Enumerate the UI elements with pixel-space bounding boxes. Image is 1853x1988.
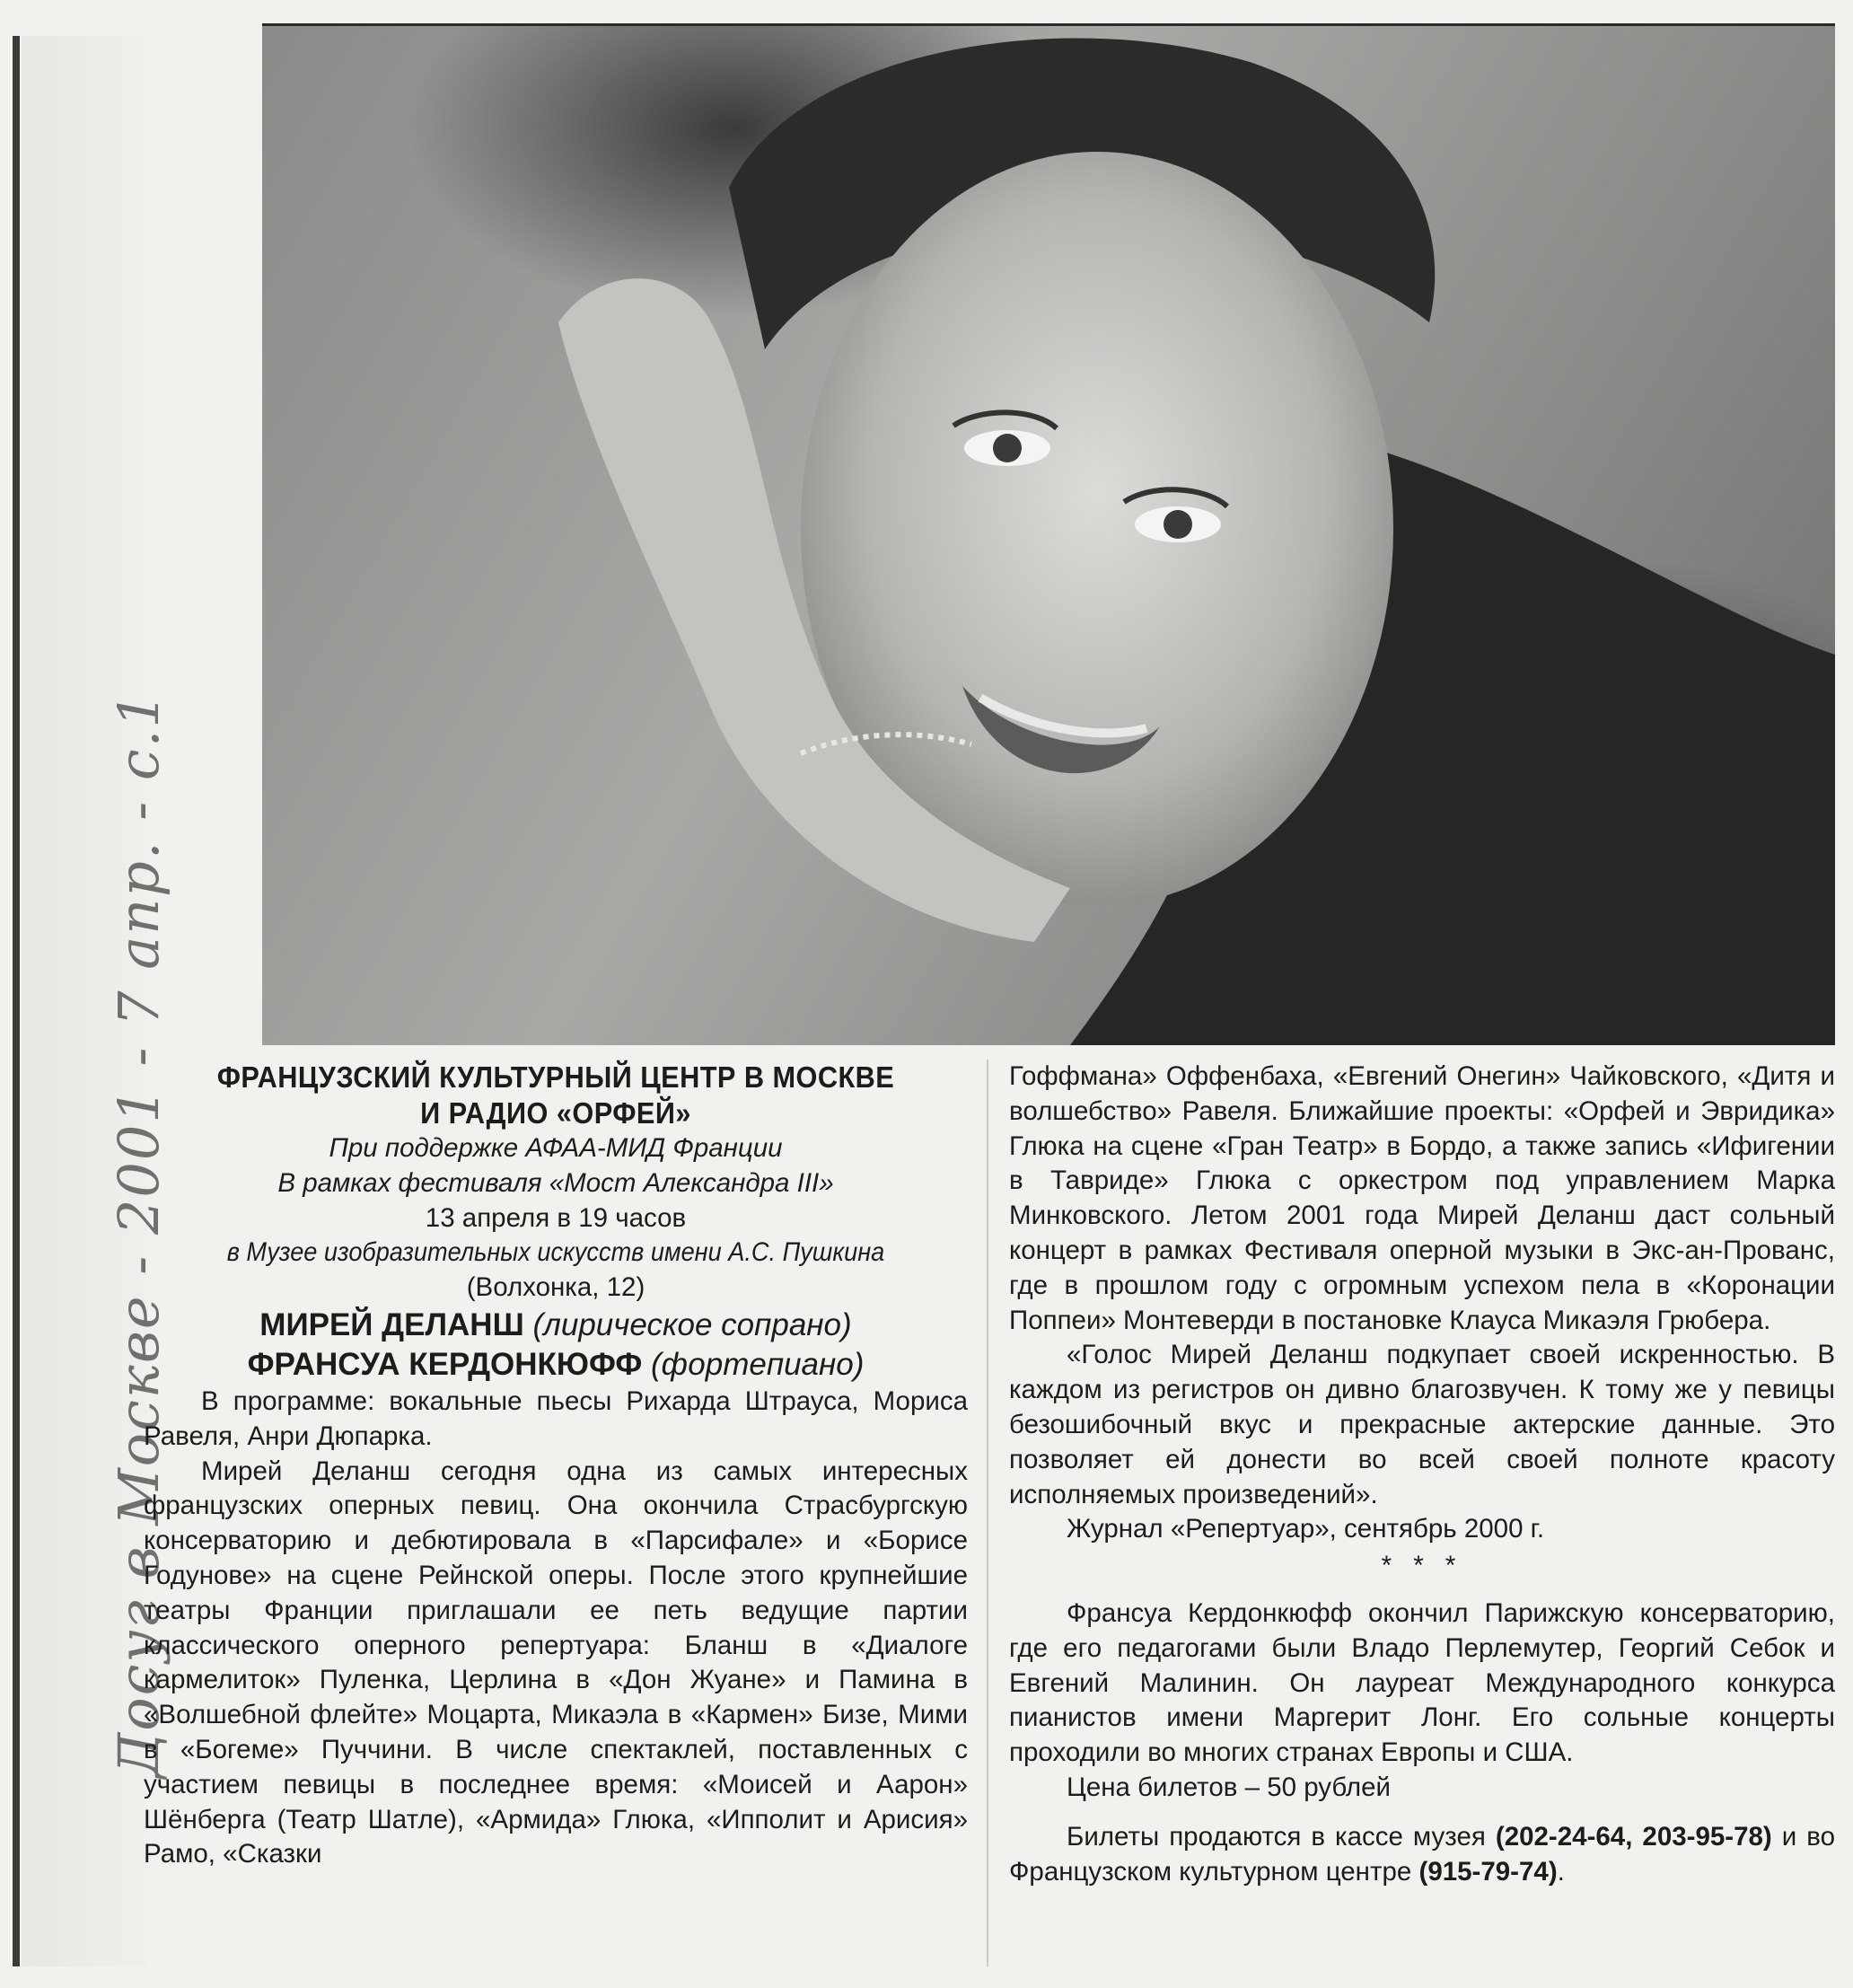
support-line: При поддержке АФАА-МИД Франции [329,1133,783,1163]
performer-pianist [144,1345,968,1385]
tickets-text1: Билеты продаются в кассе музея [1067,1821,1496,1852]
program-paragraph: В программе: вокальные пьесы Рихарда Штрауса, Мориса Равеля, Анри Дюпарка. [144,1385,968,1451]
bio-paragraph: Мирей Деланш сегодня одна из самых интересных французских оперных певиц. Она окончила Страсбургскую консерваторию и дебютировала в «Парсифале» и «Борисе Годунове» на сцене Рейнской оперы. После этого крупнейшие театры Франции приглашали ее петь ведущие партии классического оперного репертуара: Бланш в «Диалоге кармелиток» Пуленка, Церлина в «Дон Жуане» и Памина в «Волшебной флейте» Моцарта, Микаэла в «Кармен» Бизе, Мими в «Богеме» Пуччини. В числе спектаклей, поставленных с участием певицы в последнее время: «Моисей и Аарон» Шёнберга (Театр Шатле), «Армида» Глюка, «Ипполит и Арисия» Рамо, «Сказки [144,1456,968,1869]
separator: * * * [1381,1551,1463,1581]
performer2-role: (фортепиано) [650,1346,865,1382]
performer-soprano [144,1306,968,1345]
tickets-phone-museum: (202-24-64, 203-95-78) [1495,1821,1772,1852]
tickets-phone-center: (915-79-74) [1418,1856,1558,1887]
pianist-paragraph: Франсуа Кердонкюфф окончил Парижскую консерваторию, где его педагогами были Владо Перлемутер, Георгий Себок и Евгений Малинин. Он лауреат Международного конкурса пианистов имени Маргерит Лонг. Его сольные концерты проходили во многих странах Европы и США. [1009,1597,1835,1768]
spacer [1009,1806,1835,1820]
left-rule [13,36,20,1966]
left-column [144,1060,968,1872]
tickets-paragraph [1009,1820,1835,1890]
tickets-end: . [1557,1856,1565,1887]
quote-paragraph: «Голос Мирей Деланш подкупает своей искренностью. В каждом из регистров он дивно благозвучен. К тому же у певицы безошибочный вкус и прекрасные актерские данные. Это позволяет ей донести во всей своей полноте красоту исполняемых произведений». [1009,1340,1835,1509]
portrait-photo [262,23,1835,1045]
heading-line1: ФРАНЦУЗСКИЙ КУЛЬТУРНЫЙ ЦЕНТР В МОСКВЕ [216,1060,895,1094]
portrait-illustration [262,26,1835,1045]
tickets-text2: и во Французском культурном центре [1009,1821,1835,1887]
performer1-role: (лирическое сопрано) [532,1306,852,1342]
address-line: (Волхонка, 12) [466,1272,645,1303]
datetime-line: 13 апреля в 19 часов [425,1202,687,1233]
performer2-name: ФРАНСУА КЕРДОНКЮФФ [247,1346,643,1382]
festival-line: В рамках фестиваля «Мост Александра III» [277,1167,834,1198]
price-line: Цена билетов – 50 рублей [1067,1772,1392,1802]
bio-continuation: Гоффмана» Оффенбаха, «Евгений Онегин» Чайковского, «Дитя и волшебство» Равеля. Ближайшие проекты: «Орфей и Эвридика» Глюка на сцене «Гран Театр» в Бордо, а также запись «Ифигении в Тавриде» Глюка с оркестром под управлением Марка Минковского. Летом 2001 года Мирей Деланш даст сольный концерт в рамках Фестиваля оперной музыки в Экс-ан-Прованс, где в прошлом году с огромным успехом пела в «Коронации Поппеи» Монтеверди в постановке Клауса Микаэля Грюбера. [1009,1061,1835,1335]
column-divider [987,1060,988,1966]
handwritten-note: Досуг в Москве - 2001 - 7 апр. - с.1 [106,691,171,1778]
heading-line2: И РАДИО «ОРФЕЙ» [420,1096,691,1130]
venue-line: в Музее изобразительных искусств имени А.С. Пушкина [226,1237,885,1268]
right-column [1009,1060,1835,1889]
performer1-name: МИРЕЙ ДЕЛАНШ [259,1306,524,1342]
quote-source: Журнал «Репертуар», сентябрь 2000 г. [1067,1514,1545,1544]
